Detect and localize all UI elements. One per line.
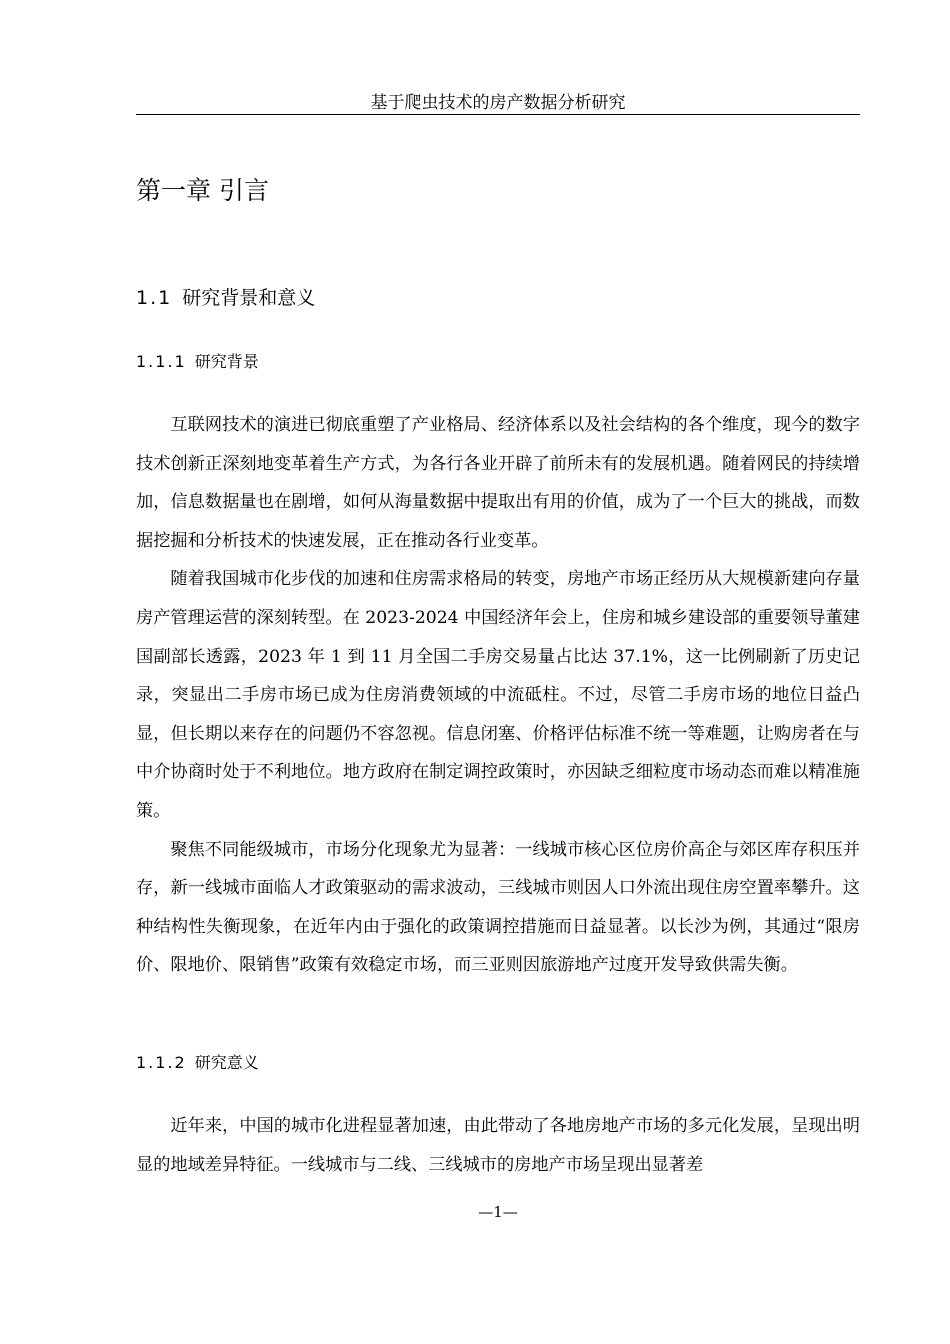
research-significance-body [136,1107,860,1184]
subsection-number: 1.1.2 [136,1053,187,1072]
chapter-title: 第一章 引言 [136,176,269,205]
page-number: —1— [478,1203,518,1221]
subsection-title-1-1-2 [136,1052,259,1074]
section-number: 1.1 [136,287,173,309]
subsection-title-1-1-1 [136,351,259,373]
running-header: 基于爬虫技术的房产数据分析研究 [370,93,626,113]
paragraph: 近年来，中国的城市化进程显著加速，由此带动了各地房地产市场的多元化发展，呈现出明显的地域差异特征。一线城市与二线、三线城市的房地产市场呈现出显著差 [136,1116,860,1175]
header-rule [136,114,860,115]
research-background-body [136,406,860,985]
paragraph: 互联网技术的演进已彻底重塑了产业格局、经济体系以及社会结构的各个维度，现今的数字技术创新正深刻地变革着生产方式，为各行各业开辟了前所未有的发展机遇。随着网民的持续增加，信息数据量也在剧增，如何从海量数据中提取出有用的价值，成为了一个巨大的挑战，而数据挖掘和分析技术的快速发展，正在推动各行业变革。 [136,415,860,551]
section-heading-text: 研究背景和意义 [182,287,316,309]
paragraph: 聚焦不同能级城市，市场分化现象尤为显著：一线城市核心区位房价高企与郊区库存积压并存，新一线城市面临人才政策驱动的需求波动，三线城市则因人口外流出现住房空置率攀升。这种结构性失衡现象，在近年内由于强化的政策调控措施而日益显著。以长沙为例，其通过“限房价、限地价、限销售”政策有效稳定市场，而三亚则因旅游地产过度开发导致供需失衡。 [136,839,860,976]
paragraph: 随着我国城市化步伐的加速和住房需求格局的转变，房地产市场正经历从大规模新建向存量房产管理运营的深刻转型。在 2023-2024 中国经济年会上，住房和城乡建设部的重要领导董建国副部长透露，2023 年 1 到 11 月全国二手房交易量占比达 37.1%，这一比例刷新了历史记录，突显出二手房市场已成为住房消费领域的中流砥柱。不过，尽管二手房市场的地位日益凸显，但长期以来存在的问题仍不容忽视。信息闭塞、价格评估标准不统一等难题，让购房者在与中介协商时处于不利地位。地方政府在制定调控政策时，亦因缺乏细粒度市场动态而难以精准施策。 [136,569,860,821]
section-title-1-1 [136,285,315,311]
subsection-number: 1.1.1 [136,352,187,371]
subsection-heading-text: 研究背景 [194,352,259,371]
subsection-heading-text: 研究意义 [194,1053,259,1072]
